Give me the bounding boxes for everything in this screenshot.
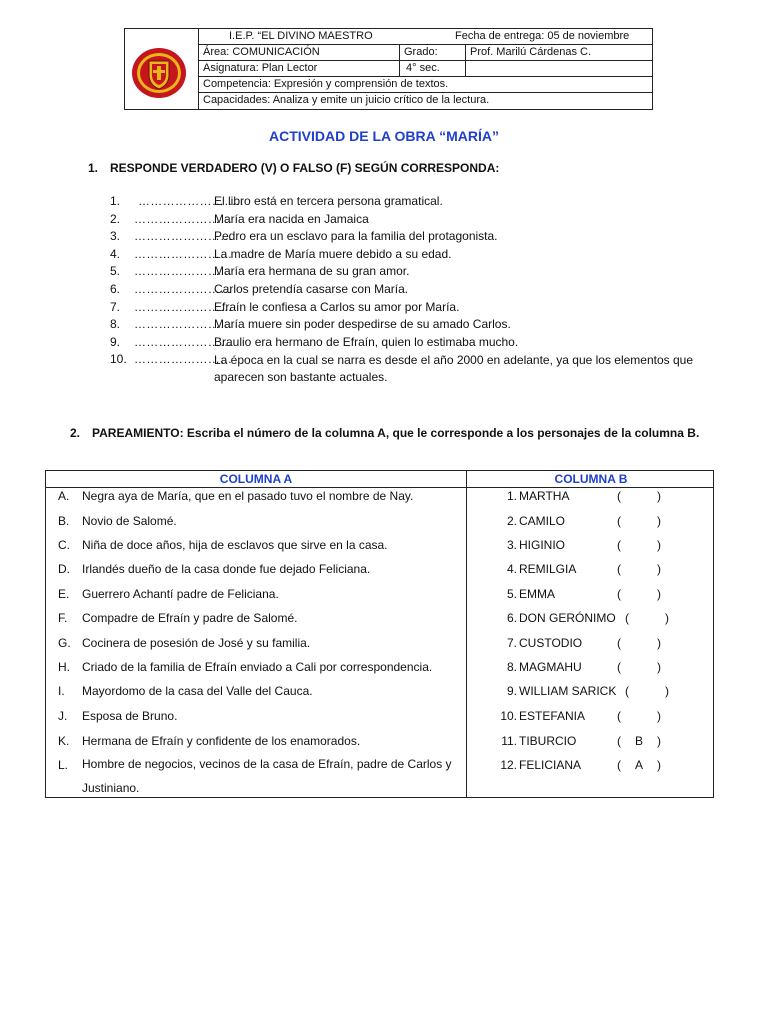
header-row-4 — [199, 77, 652, 93]
list-item: 9. …………………… Braulio era hermano de Efraín, quien lo estimaba mucho. — [110, 334, 519, 349]
true-false-list — [110, 194, 720, 386]
header-row-5 — [199, 93, 652, 109]
section-2-heading — [70, 426, 699, 440]
competence-cell: Competencia: Expresión y comprensión de textos. — [203, 78, 449, 90]
header-row-3 — [199, 61, 652, 77]
list-item: 1. …………………….. El libro está en tercera persona gramatical. — [110, 194, 443, 208]
section-1-number: 1. — [88, 161, 99, 175]
header-divider — [46, 487, 713, 488]
answer-blank[interactable]: …………………… — [134, 229, 233, 244]
list-item: 5. …………………… María era hermana de su gran amor. — [110, 264, 410, 279]
answer-blank[interactable]: …………………… — [134, 352, 233, 367]
list-item: 10. …………………… La época en la cual se narra es desde el año 2000 en adelante, ya que los elementos que aparecen son bastante actuales. — [110, 352, 694, 385]
answer-blank[interactable]: …………………… — [134, 246, 233, 261]
list-item: 8. …………………… María muere sin poder despedirse de su amado Carlos. — [110, 317, 511, 332]
section-2-number: 2. — [70, 426, 81, 440]
matching-table: COLUMNA A COLUMNA B A. Negra aya de María, que en el pasado tuvo el nombre de Nay. B. Novio de Salomé. C. Niña de doce años, hija de esclavos que sirve en la casa. D. Irlandés dueño de la casa donde fue dejado Feliciana. E. Guerrero Achantí padre de Feliciana. F. Compadre de Efraín y padre de Salomé. G. Cocinera de posesión de José y su familia. H. Criado de la familia de Efraín enviado a Cali por correspondencia. I. Mayordomo de la casa del Valle del Cauca. J. Esposa de Bruno. K. Hermana de Efraín y confidente de los enamorados. L. Hombre de negocios, vecinos de la casa de Efraín, padre de Carlos y Justiniano. 1. MARTHA ( ) 2. CAMILO ( ) 3. HIGINIO ( ) 4. REMILGIA ( ) 5. EMMA ( ) 6. DON GERÓNIMO ( ) 7. CUSTODIO ( ) 8. MAGMAHU ( ) 9. WILLIAM SARICK ( ) 10. ESTEFANIA ( ) 11. TIBURCIO ( B ) 12. FELICIANA ( A ) — [45, 470, 714, 798]
answer-blank[interactable]: …………………… — [134, 211, 233, 226]
school-seal-icon — [131, 45, 187, 101]
section-1-instruction: RESPONDE VERDADERO (V) O FALSO (F) SEGÚN CORRESPONDA: — [110, 161, 500, 175]
grade-value: 4° sec. — [399, 61, 465, 76]
answer-blank[interactable]: …………………… — [134, 264, 233, 279]
answer-blank[interactable]: …………………… — [134, 317, 233, 332]
page-title: ACTIVIDAD DE LA OBRA “MARÍA” — [269, 128, 499, 144]
column-b-header: COLUMNA B — [554, 472, 628, 486]
list-item: 6. …………………… Carlos pretendía casarse con María. — [110, 281, 409, 296]
subject-cell: Asignatura: Plan Lector — [203, 62, 318, 74]
delivery-date: Fecha de entrega: 05 de noviembre — [455, 30, 630, 42]
empty-cell — [465, 61, 654, 76]
section-2-instruction: PAREAMIENTO: Escriba el número de la columna A, que le corresponde a los personajes de la columna B. — [92, 426, 700, 440]
area-cell: Área: COMUNICACIÓN — [203, 46, 320, 58]
answer-blank[interactable]: …………………… — [134, 281, 233, 296]
capacities-cell: Capacidades: Analiza y emite un juicio crítico de la lectura. — [203, 94, 490, 106]
school-name: I.E.P. “EL DIVINO MAESTRO — [229, 30, 373, 42]
header-table — [124, 28, 653, 110]
header-row-2 — [199, 45, 652, 61]
column-divider — [466, 471, 467, 797]
answer-blank[interactable]: …………………….. — [138, 194, 244, 208]
list-item: 2. …………………… María era nacida en Jamaica — [110, 211, 369, 226]
list-item: 7. …………………… Efraín le confiesa a Carlos su amor por María. — [110, 299, 460, 314]
header-row-1 — [199, 29, 652, 45]
answer-blank[interactable]: …………………… — [134, 299, 233, 314]
section-1-heading — [88, 161, 499, 175]
list-item: 4. …………………… La madre de María muere debido a su edad. — [110, 246, 452, 261]
teacher-name: Prof. Marilú Cárdenas C. — [465, 45, 654, 60]
grade-label: Grado: — [399, 45, 465, 60]
answer-blank[interactable]: …………………… — [134, 334, 233, 349]
column-a-header: COLUMNA A — [219, 472, 293, 486]
list-item: 3. …………………… Pedro era un esclavo para la familia del protagonista. — [110, 229, 498, 244]
logo-cell — [125, 29, 199, 109]
